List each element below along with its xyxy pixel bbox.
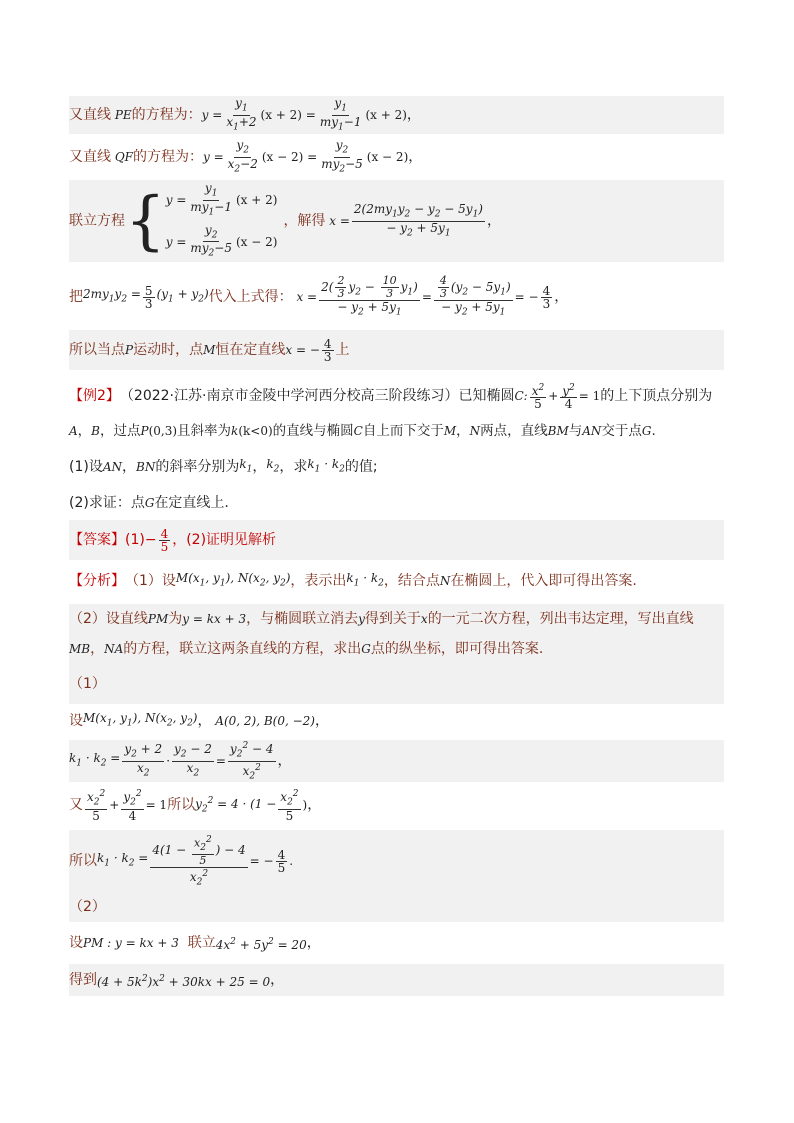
analysis-line1: 【分析】 （1）设 $M(x_1$, $y_1$), $N(x_2$, $y_2$) ，表示出 $k_1 \cdot k_2$ ，结合点 N 在椭圆上，代入即可得出答案. [69, 571, 637, 589]
line-pe-equation: 又直线 PE 的方程为： y = $\frac{y_1}{x_1+2}$ (x + 2) = $\frac{y_1}{my_1-1}$ (x + 2) ， [69, 96, 724, 134]
part-1-label: （1） [69, 664, 724, 704]
line-conclusion: 所以当点 P 运动时，点 M 恒在定直线 x = − $\frac{4}{3}$ 上 [69, 330, 724, 370]
example-line2: A ， B ，过点 P (0,3) 且斜率为 k (k<0) 的直线与椭圆 C 自上而下交于 M ， N 两点，直线 BM 与 AN 交于点 G . [69, 423, 656, 439]
system-label: 联立方程 [69, 213, 125, 229]
question-2: (2)求证：点 G 在定直线上. [69, 495, 229, 511]
solution-line2: $k_1 \cdot k_2$ = $\frac{y_2 + 2}{x_2}$ · $\frac{y_2 - 2}{x_2}$ = $\frac{y_2^2 - 4}{x_2^2}$ ， [69, 740, 724, 782]
solution-line6: 得到 $(4 + 5k^2)x^2 + 30kx + 25 = 0$ ， [69, 964, 724, 996]
line-qf-math: QF [111, 150, 133, 164]
left-brace: { [125, 184, 166, 258]
part-2-label: （2） [69, 892, 724, 922]
line-pe-label: 又直线 [69, 107, 111, 123]
analysis-line2: （2）设直线 PM 为 y = kx + 3 ，与椭圆联立消去 y 得到关于 x 的一元二次方程，列出韦达定理，写出直线 [69, 604, 724, 634]
line-pe-math: PE [111, 108, 132, 122]
solution-line4: 所以 $k_1 \cdot k_2$ = 4(1 − $\frac{x_2^2}{5}$ ) − 4 $x_2^2$ = − $\frac{4}{5}$ . [69, 830, 724, 892]
example-label: 【例2】 [69, 388, 120, 404]
answer-line: 【答案】 (1)− $\frac{4}{5}$ ，(2)证明见解析 [69, 520, 724, 560]
line-qf-equation: 又直线 QF 的方程为： y = $\frac{y_2}{x_2-2}$ (x − 2) = $\frac{y_2}{my_2-5}$ (x − 2) ， [69, 138, 423, 174]
analysis-line3: MB ， NA 的方程，联立这两条直线的方程，求出 G 点的纵坐标，即可得出答案. [69, 634, 724, 664]
line-qf-label: 又直线 [69, 149, 111, 165]
answer-label: 【答案】 [69, 532, 125, 548]
example-header: 【例2】 （2022·江苏·南京市金陵中学河西分校高三阶段练习）已知椭圆 C: $\frac{x^2}{5}$ + $\frac{y^2}{4}$ = 1 的上下顶点分别为 [69, 383, 713, 411]
solution-line1: 设 $M(x_1$, $y_1$), $N(x_2$, $y_2$) ， A(0, 2), B(0, −2) ， [69, 711, 329, 729]
line-system: 联立方程 { y = $\frac{y_1}{my_1-1}$ (x + 2) y = $\frac{y_2}{my_2-5}$ (x − 2) ，解得 x = $\frac{2(2my_1y_2 - y_2 - 5y_1)}{- y_2 + 5y_1}$ ， [69, 180, 724, 262]
question-1: (1)设 AN ， BN 的斜率分别为 $k_1$ ， $k_2$ ，求 $k_1 \cdot k_2$ 的值; [69, 457, 378, 475]
line-substitute: 把 $2my_1y_2$ = $\frac{5}{3}$ $(y_1 + y_2)$ 代入上式得： x = 2( $\frac{2}{3}$ $y_2$ − $\frac{10}{3}$ $y_1$) − $y_2 + 5y_1$ = $\frac{4}{3}$ $(y_2 - 5y_1)$ − $y_2 + 5y_1$ = − $\frac{4}{3}$ ， [69, 274, 569, 318]
system-equations: y = $\frac{y_1}{my_1-1}$ (x + 2) y = $\frac{y_2}{my_2-5}$ (x − 2) [165, 181, 278, 259]
solution-line3: 又 $\frac{x_2^2}{5}$ + $\frac{y_2^2}{4}$ = 1 所以 $y_2^2 = 4 \cdot (1$ − $\frac{x_2^2}{5}$ ) ， [69, 789, 322, 823]
solution-line5: 设 PM : y = kx + 3 联立 $4x^2 + 5y^2 = 20$ ， [69, 935, 321, 952]
analysis-label: 【分析】 [69, 573, 125, 589]
